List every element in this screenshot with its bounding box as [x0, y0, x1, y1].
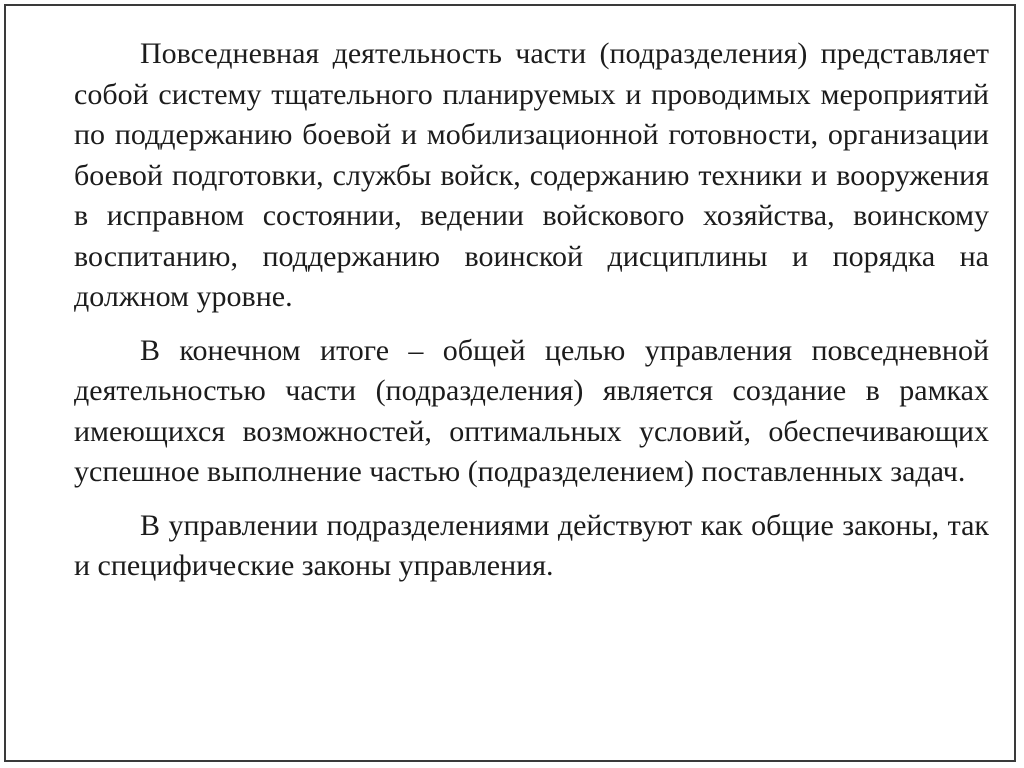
paragraph-management-laws: В управлении подразделениями действуют как общие законы, так и специфические законы управления.	[74, 508, 989, 582]
slide-text-body	[74, 34, 989, 600]
paragraph-management-goal: В конечном итоге – общей целью управления повседневной деятельностью части (подразделения) является создание в рамках имеющихся возможностей, оптимальных условий, обеспечивающих успешное выполнение частью (подразделением) поставленных задач.	[74, 333, 989, 488]
paragraph-daily-activity: Повседневная деятельность части (подразделения) представляет собой систему тщательного планируемых и проводимых мероприятий по поддержанию боевой и мобилизационной готовности, организации боевой подготовки, службы войск, содержанию техники и вооружения в исправном состоянии, ведении войскового хозяйства, воинскому воспитанию, поддержанию воинской дисциплины и порядка на должном уровне.	[74, 37, 989, 313]
